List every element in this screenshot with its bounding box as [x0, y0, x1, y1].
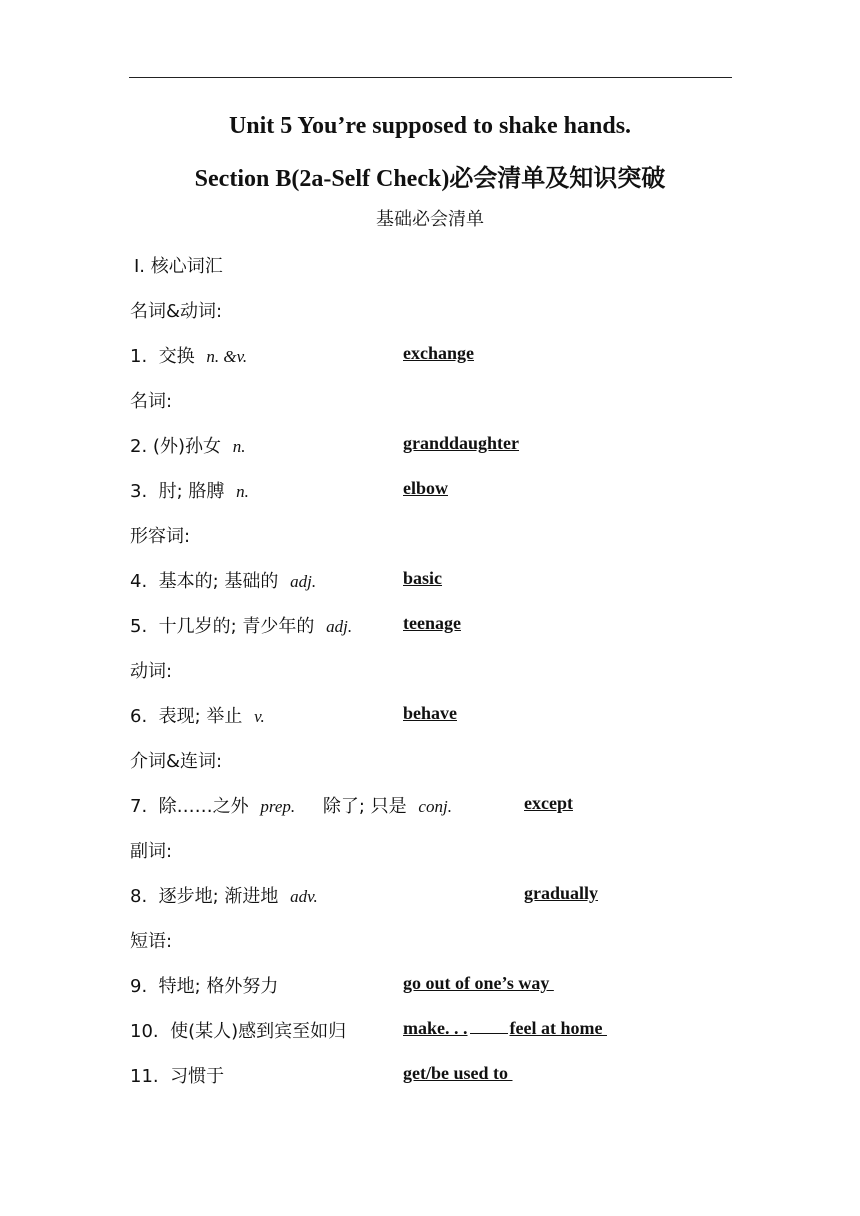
item-meaning: 逐步地; 渐进地 [158, 886, 279, 907]
item-number: 11. [130, 1066, 159, 1087]
vocab-item-6 [130, 702, 265, 728]
item-number: 9. [130, 976, 148, 997]
item-meaning: 除……之外 [158, 796, 249, 817]
item-number: 7. [130, 796, 148, 817]
item-number: 4. [130, 571, 148, 592]
item-answer [403, 1018, 607, 1039]
item-meaning: 特地; 格外努力 [158, 976, 279, 997]
item-answer: exchange [403, 343, 474, 363]
category-noun-verb: 名词&动词: [130, 301, 223, 322]
item-pos: n. &v. [206, 347, 248, 366]
category-verb: 动词: [130, 661, 173, 682]
item-meaning: (外)孙女 [152, 436, 221, 457]
section-title-en: Section B(2a-Self Check) [194, 166, 450, 192]
item-meaning-2: 除了; 只是 [322, 796, 407, 817]
item-answer: elbow [403, 478, 448, 498]
item-answer: teenage [403, 613, 461, 633]
item-pos-2: conj. [418, 797, 452, 816]
item-number: 3. [130, 481, 148, 502]
item-pos: adj. [326, 617, 353, 636]
vocab-item-7 [130, 792, 452, 818]
category-adv: 副词: [130, 841, 173, 862]
section-title [0, 158, 860, 193]
item-answer-part-b: feel at home [509, 1018, 607, 1038]
item-answer: except [524, 793, 573, 813]
subtitle: 基础必会清单 [376, 209, 484, 230]
item-answer-part-a: make. . . [403, 1018, 468, 1038]
item-number: 6. [130, 706, 148, 727]
item-pos: v. [254, 707, 265, 726]
category-adj: 形容词: [130, 526, 191, 547]
part-heading: Ⅰ. 核心词汇 [134, 256, 223, 277]
vocab-item-3 [130, 477, 249, 503]
item-answer: basic [403, 568, 443, 588]
item-meaning: 肘; 胳膊 [158, 481, 225, 502]
item-number: 1. [130, 346, 148, 367]
item-pos: prep. [260, 797, 296, 816]
item-meaning: 表现; 举止 [158, 706, 243, 727]
item-meaning: 交换 [158, 346, 195, 367]
item-answer: get/be used to [403, 1063, 513, 1083]
item-meaning: 十几岁的; 青少年的 [158, 616, 315, 637]
item-answer: go out of one’s way [403, 973, 554, 993]
item-number: 10. [130, 1021, 159, 1042]
item-answer: granddaughter [403, 433, 520, 453]
item-pos: n. [236, 482, 249, 501]
vocab-item-4 [130, 567, 316, 593]
item-number: 5. [130, 616, 148, 637]
vocab-item-10 [130, 1017, 346, 1043]
category-prep-conj: 介词&连词: [130, 751, 223, 772]
item-answer: gradually [524, 883, 599, 903]
category-phrase: 短语: [130, 931, 173, 952]
item-answer: behave [403, 703, 457, 723]
category-noun: 名词: [130, 391, 173, 412]
section-title-cn: 必会清单及知识突破 [449, 164, 666, 192]
item-meaning: 基本的; 基础的 [158, 571, 279, 592]
vocab-item-11 [130, 1062, 224, 1088]
item-number: 8. [130, 886, 148, 907]
vocab-item-5 [130, 612, 352, 638]
item-pos: n. [232, 437, 246, 456]
item-meaning: 习惯于 [170, 1066, 225, 1087]
item-pos: adv. [290, 887, 318, 906]
item-meaning: 使(某人)感到宾至如归 [170, 1021, 347, 1042]
item-pos: adj. [290, 572, 317, 591]
vocab-item-8 [130, 882, 318, 908]
vocab-item-9 [130, 972, 278, 998]
vocab-item-2 [130, 432, 245, 458]
item-number: 2. [130, 436, 148, 457]
answer-blank [470, 1019, 508, 1034]
vocab-item-1 [130, 342, 247, 368]
page-title: Unit 5 You’re supposed to shake hands. [228, 113, 632, 139]
header-rule [129, 77, 732, 78]
